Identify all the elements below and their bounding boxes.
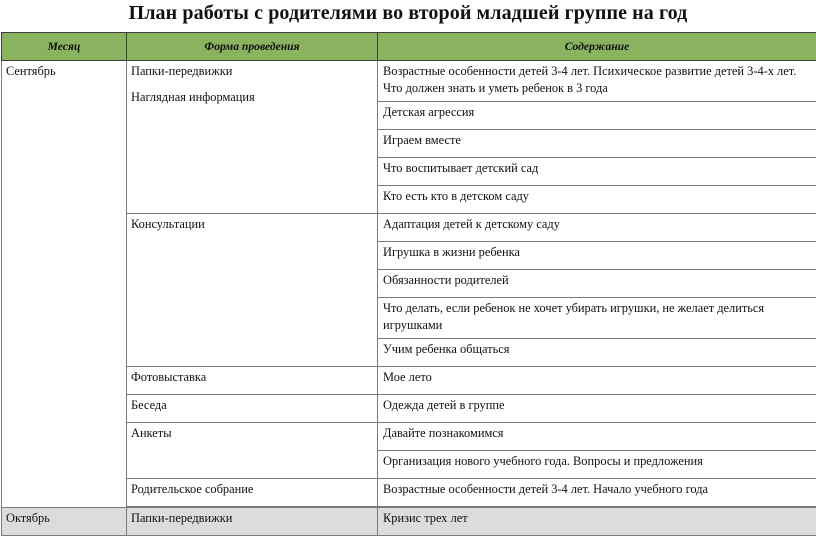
form-cell: Родительское собрание: [127, 479, 378, 507]
column-header-content: Содержание: [378, 33, 816, 61]
table-row: [2, 61, 816, 102]
form-label: Наглядная информация: [131, 90, 255, 104]
form-cell: Папки-передвижки: [127, 508, 378, 536]
form-cell: [127, 214, 378, 367]
content-cell: Детская агрессия: [378, 102, 816, 130]
content-cell: Кто есть кто в детском саду: [378, 186, 816, 214]
page-title: План работы с родителями во второй младшей группе на год: [128, 2, 688, 24]
month-cell: Сентябрь: [2, 61, 127, 508]
content-cell: Кризис трех лет: [378, 508, 816, 536]
form-cell: Анкеты: [127, 423, 378, 479]
content-cell: Организация нового учебного года. Вопросы и предложения: [378, 451, 816, 479]
content-cell: Обязанности родителей: [378, 270, 816, 298]
content-cell: Давайте познакомимся: [378, 423, 816, 451]
content-cell: Адаптация детей к детскому саду: [378, 214, 816, 242]
form-cell: [127, 61, 378, 214]
content-cell: Возрастные особенности детей 3-4 лет. Психическое развитие детей 3-4-х лет. Что должен знать и уметь ребенок в 3 года: [378, 61, 816, 102]
content-cell: Возрастные особенности детей 3-4 лет. Начало учебного года: [378, 479, 816, 507]
content-cell: Что воспитывает детский сад: [378, 158, 816, 186]
column-header-form: Форма проведения: [127, 33, 378, 61]
content-cell: Учим ребенка общаться: [378, 339, 816, 367]
form-label: Консультации: [131, 217, 205, 231]
plan-table: [1, 32, 816, 536]
table-header-row: [2, 33, 816, 61]
content-cell: Одежда детей в группе: [378, 395, 816, 423]
content-cell: Игрушка в жизни ребенка: [378, 242, 816, 270]
form-label: Папки-передвижки: [131, 64, 233, 78]
form-cell: Фотовыставка: [127, 367, 378, 395]
content-cell: Мое лето: [378, 367, 816, 395]
month-cell: Октябрь: [2, 508, 127, 536]
table-row: [2, 508, 816, 536]
content-cell: Играем вместе: [378, 130, 816, 158]
column-header-month: Месяц: [2, 33, 127, 61]
form-cell: Беседа: [127, 395, 378, 423]
content-cell: Что делать, если ребенок не хочет убирать игрушки, не желает делиться игрушками: [378, 298, 816, 339]
